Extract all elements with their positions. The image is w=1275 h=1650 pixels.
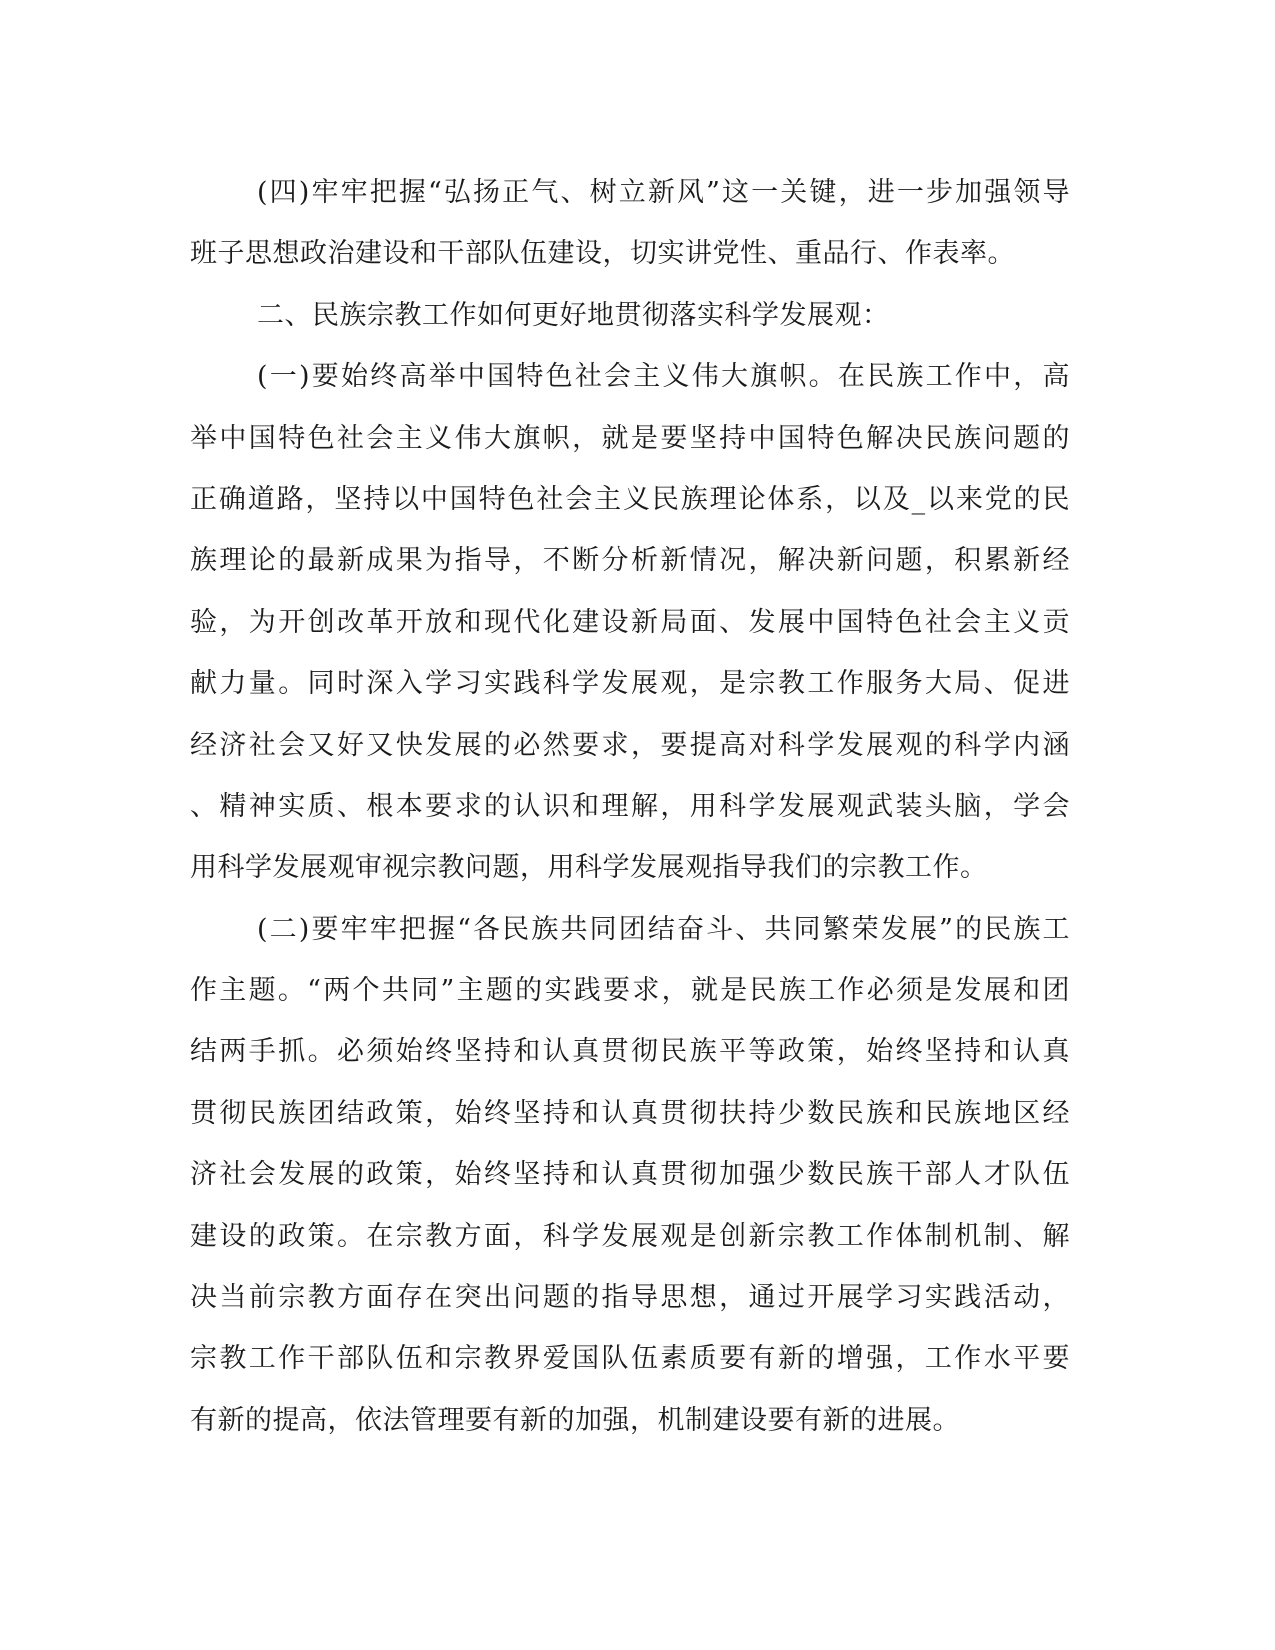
paragraph-1-line-9: 用科学发展观审视宗教问题，用科学发展观指导我们的宗教工作。 bbox=[190, 852, 988, 884]
section-heading: 二、民族宗教工作如何更好地贯彻落实科学发展观： bbox=[257, 299, 890, 331]
paragraph-4-line-2: 班子思想政治建设和干部队伍建设，切实讲党性、重品行、作表率。 bbox=[190, 238, 1015, 270]
paragraph-1-line-3: 正确道路，坚持以中国特色社会主义民族理论体系，以及_以来党的民 bbox=[190, 483, 1070, 515]
document-body bbox=[190, 162, 1070, 1451]
paragraph-2-line-1: (二)要牢牢把握“各民族共同团结奋斗、共同繁荣发展”的民族工 bbox=[257, 913, 1070, 945]
paragraph-2-line-2: 作主题。“两个共同”主题的实践要求，就是民族工作必须是发展和团 bbox=[190, 975, 1070, 1007]
paragraph-1-line-1: (一)要始终高举中国特色社会主义伟大旗帜。在民族工作中，高 bbox=[257, 361, 1070, 393]
paragraph-2-line-4: 贯彻民族团结政策，始终坚持和认真贯彻扶持少数民族和民族地区经 bbox=[190, 1097, 1070, 1129]
paragraph-2-line-5: 济社会发展的政策，始终坚持和认真贯彻加强少数民族干部人才队伍 bbox=[190, 1159, 1070, 1191]
paragraph-2-line-3: 结两手抓。必须始终坚持和认真贯彻民族平等政策，始终坚持和认真 bbox=[190, 1036, 1070, 1068]
paragraph-1-line-5: 验，为开创改革开放和现代化建设新局面、发展中国特色社会主义贡 bbox=[190, 606, 1070, 638]
paragraph-1-line-4: 族理论的最新成果为指导，不断分析新情况，解决新问题，积累新经 bbox=[190, 545, 1070, 577]
paragraph-1-line-6: 献力量。同时深入学习实践科学发展观，是宗教工作服务大局、促进 bbox=[190, 668, 1070, 700]
paragraph-1-line-7: 经济社会又好又快发展的必然要求，要提高对科学发展观的科学内涵 bbox=[190, 729, 1070, 761]
paragraph-4-line-1: (四)牢牢把握“弘扬正气、树立新风”这一关键，进一步加强领导 bbox=[257, 177, 1070, 208]
paragraph-2-line-7: 决当前宗教方面存在突出问题的指导思想，通过开展学习实践活动， bbox=[190, 1282, 1070, 1314]
paragraph-1-line-2: 举中国特色社会主义伟大旗帜，就是要坚持中国特色解决民族问题的 bbox=[190, 422, 1070, 454]
paragraph-2-line-6: 建设的政策。在宗教方面，科学发展观是创新宗教工作体制机制、解 bbox=[190, 1220, 1070, 1252]
paragraph-1-line-8: 、精神实质、根本要求的认识和理解，用科学发展观武装头脑，学会 bbox=[190, 790, 1070, 822]
paragraph-2-line-8: 宗教工作干部队伍和宗教界爱国队伍素质要有新的增强，工作水平要 bbox=[190, 1343, 1070, 1375]
paragraph-2-line-9: 有新的提高，依法管理要有新的加强，机制建设要有新的进展。 bbox=[190, 1404, 960, 1436]
